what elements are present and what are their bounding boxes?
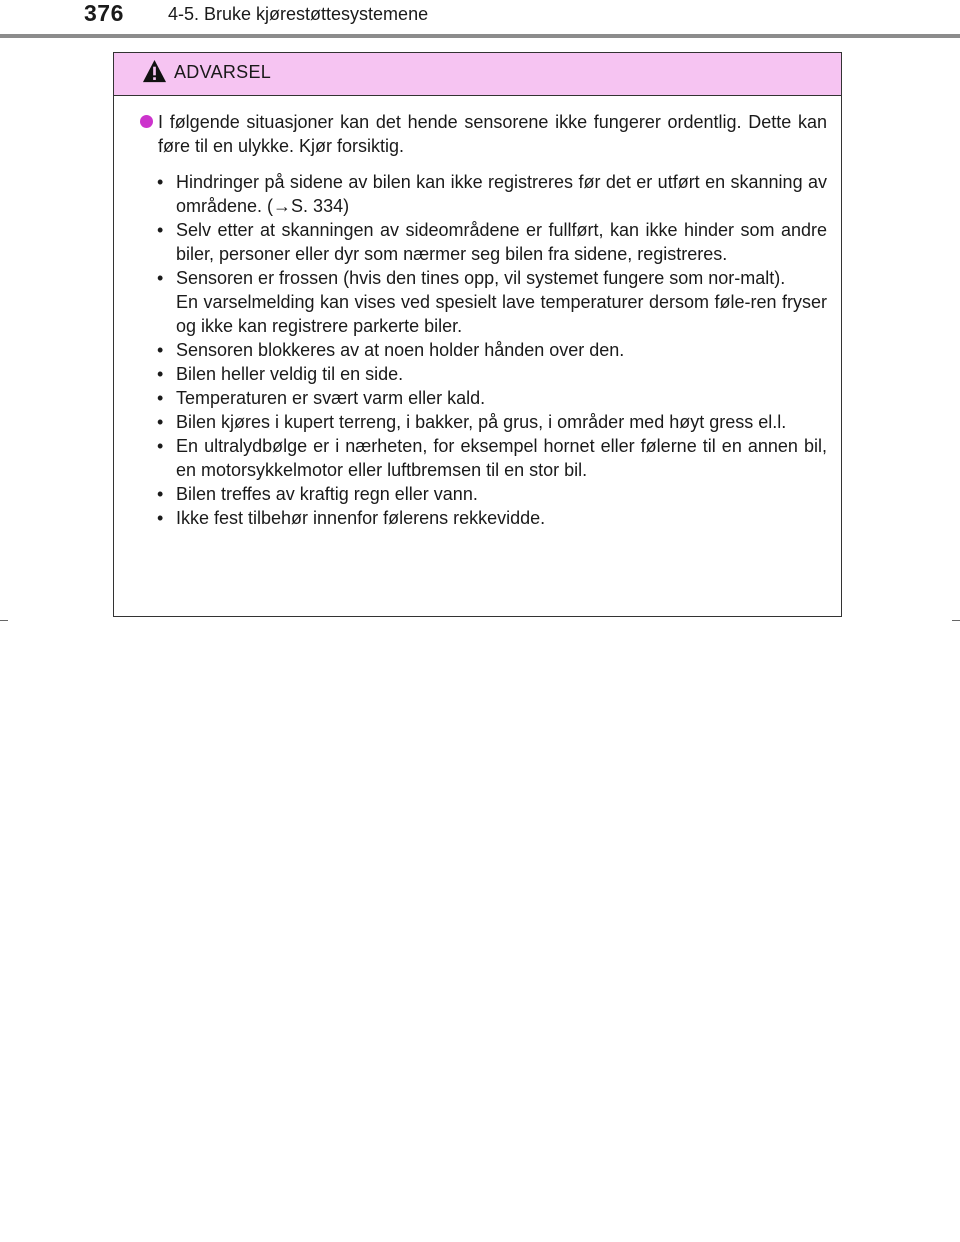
- warning-lead-text: I følgende situasjoner kan det hende sensorene ikke fungerer ordentlig. Dette kan føre til en ulykke. Kjør forsiktig.: [158, 112, 827, 156]
- bullet-mark: •: [157, 412, 164, 432]
- bullet-mark: •: [157, 340, 164, 360]
- warning-title: ADVARSEL: [174, 62, 272, 82]
- bullet-mark: •: [157, 508, 164, 528]
- list-item: [140, 362, 827, 386]
- bullet-mark: •: [157, 436, 164, 456]
- list-item: [140, 338, 827, 362]
- crop-mark-right: [952, 620, 960, 621]
- bullet-text: Ikke fest tilbehør innenfor følerens rekkevidde.: [176, 508, 546, 528]
- warning-triangle-icon: [142, 59, 167, 84]
- bullet-text: En ultralydbølge er i nærheten, for eksempel hornet eller følerne til en annen bil, en motorsykkelmotor eller luftbremsen til en stor bil.: [176, 436, 827, 480]
- bullet-mark: •: [157, 220, 164, 240]
- bullet-mark: •: [157, 268, 164, 288]
- bullet-note-text: En varselmelding kan vises ved spesielt lave temperaturer dersom føle-ren fryser og ikke kan registrere parkerte biler.: [176, 292, 827, 336]
- bullet-text: Sensoren er frossen (hvis den tines opp, vil systemet fungere som nor-malt).: [176, 268, 786, 288]
- bullet-text: Hindringer på sidene av bilen kan ikke registreres før det er utført en skanning av områdene. (→S. 334): [176, 172, 827, 216]
- list-item: [140, 434, 827, 482]
- bullet-text: Bilen treffes av kraftig regn eller vann.: [176, 484, 478, 504]
- list-item: [140, 410, 827, 434]
- list-item: [140, 506, 827, 530]
- list-item: [140, 218, 827, 266]
- bullet-mark: •: [157, 388, 164, 408]
- list-item: [140, 482, 827, 506]
- header-rule: [0, 34, 960, 38]
- bullet-mark: •: [157, 484, 164, 504]
- bullet-text: Bilen kjøres i kupert terreng, i bakker, på grus, i områder med høyt gress el.l.: [176, 412, 787, 432]
- bullet-text: Temperaturen er svært varm eller kald.: [176, 388, 486, 408]
- list-item: [140, 170, 827, 218]
- warning-body: [114, 96, 841, 530]
- page-number: 376: [84, 0, 124, 26]
- lead-dot-icon: [140, 115, 153, 128]
- bullet-text: Bilen heller veldig til en side.: [176, 364, 404, 384]
- list-item: [140, 266, 827, 338]
- warning-header: [114, 53, 841, 96]
- warning-lead: [140, 110, 827, 158]
- section-title: 4-5. Bruke kjørestøttesystemene: [168, 4, 429, 24]
- bullet-text: Selv etter at skanningen av sideområdene er fullført, kan ikke hinder som andre biler, personer eller dyr som nærmer seg bilen fra sidene, registreres.: [176, 220, 827, 264]
- bullet-text: Sensoren blokkeres av at noen holder hånden over den.: [176, 340, 625, 360]
- warning-bullet-list: [140, 170, 827, 530]
- list-item: [140, 386, 827, 410]
- crop-mark-left: [0, 620, 8, 621]
- bullet-mark: •: [157, 364, 164, 384]
- warning-box: [113, 52, 842, 617]
- bullet-mark: •: [157, 172, 164, 192]
